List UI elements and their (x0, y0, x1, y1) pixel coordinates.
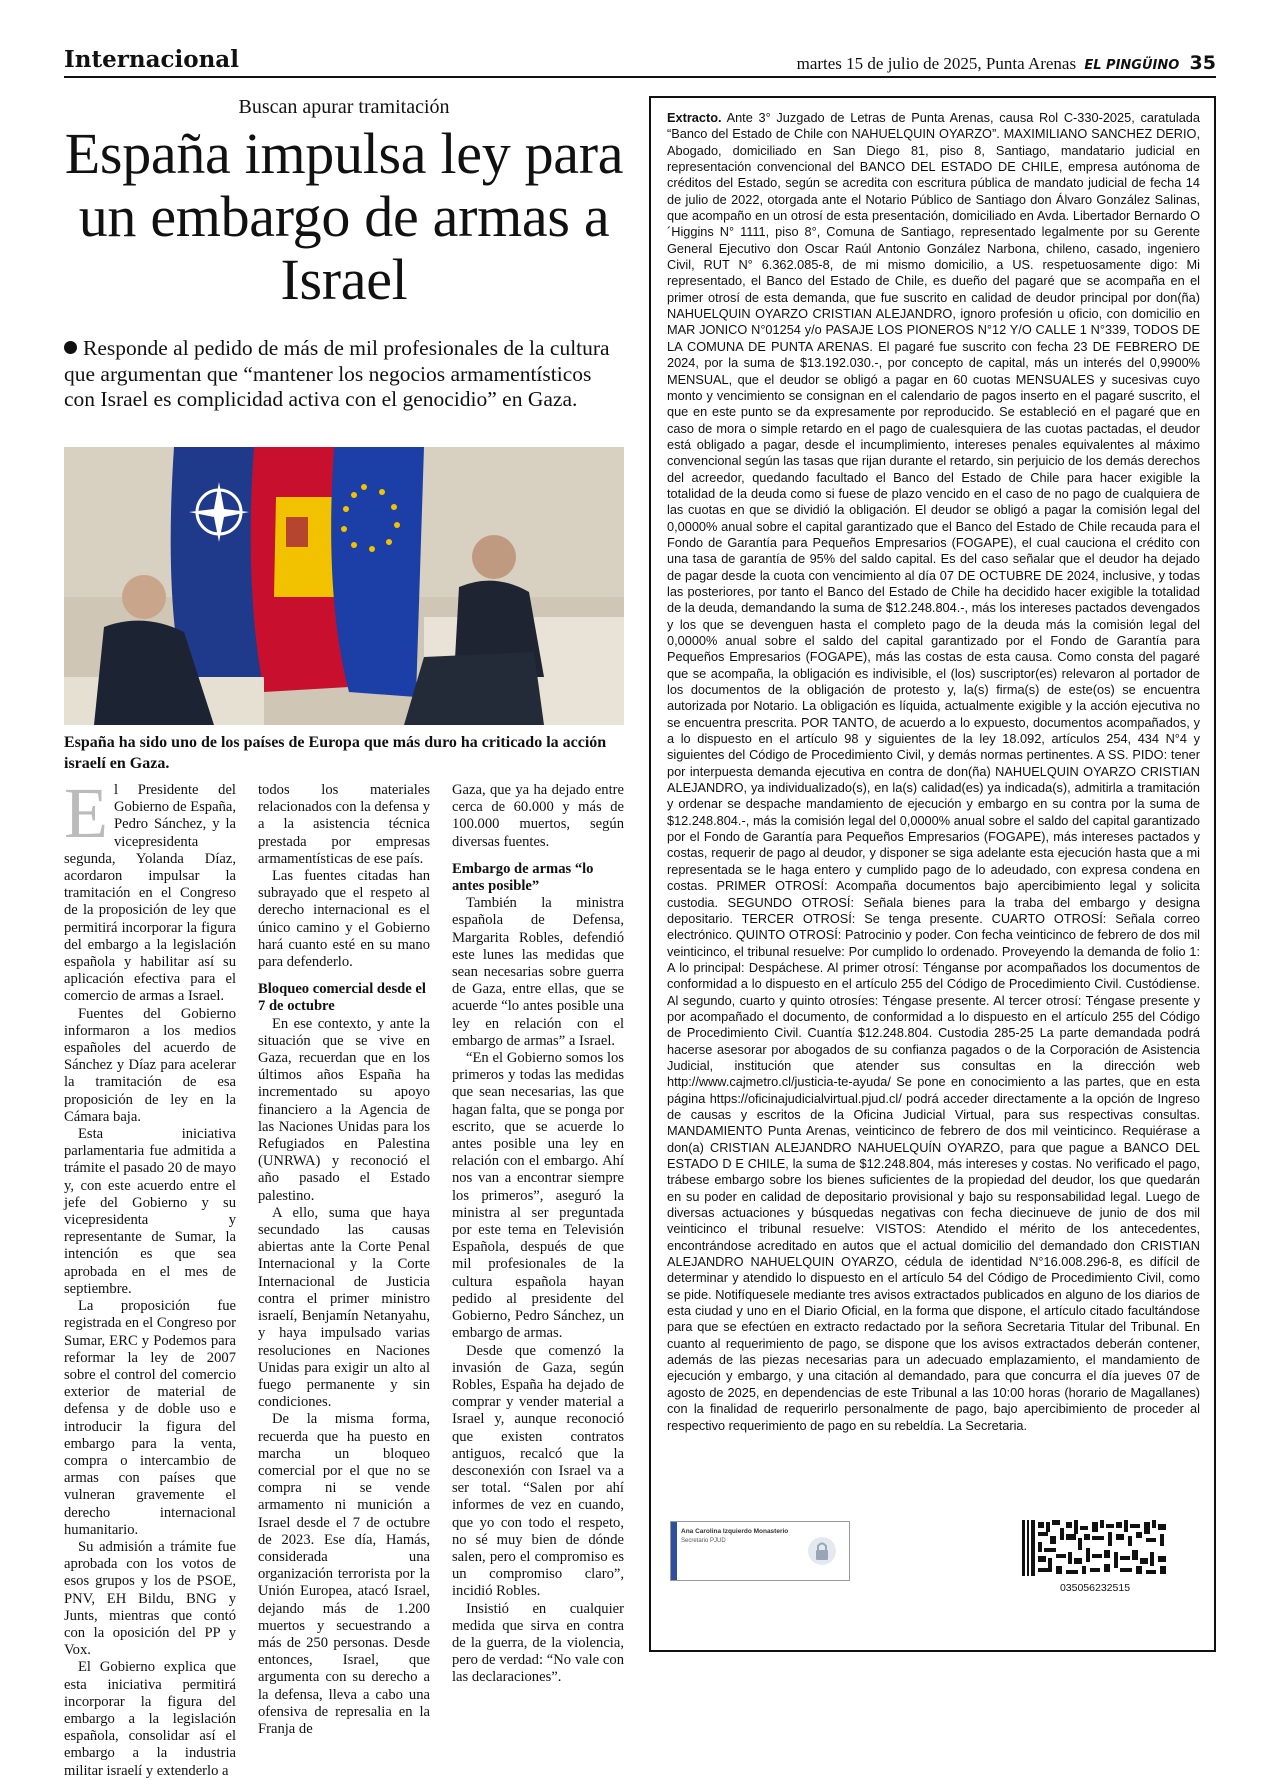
article-headline: España impulsa ley para un embargo de armas a Israel (64, 121, 624, 312)
signature-role: Secretario PJUD (681, 1538, 726, 1544)
paragraph: Insistió en cualquier medida que sirva en contra de la guerra, de la violencia, pero de verdad: “No vale con las declaraciones”. (452, 1600, 624, 1686)
notice-body: Ante 3° Juzgado de Letras de Punta Arenas, causa Rol C-330-2025, caratulada “Banco del Estado de Chile con NAHUELQUIN OYARZO”. MAXIMILIANO SANCHEZ DERIO, Abogado, domiciliado en San Diego 81, piso 8, Santiago, mandatario judicial en representación convencional del BANCO DEL ESTADO DE CHILE, empresa autónoma de créditos del Estado, según se acredita con escritura pública de mandato judicial de fecha 14 de julio de 2022, otorgada ante el Notario Público de Santiago don Álvaro González Salinas, que acompaño en un otrosí de esta presentación, domiciliado en Avda. Libertador Bernardo O´Higgins N° 1111, piso 8°, Comuna de Santiago, representado legalmente por su Gerente General Ejecutivo don Oscar Raúl Antonio González Narbona, chileno, casado, ingeniero Civil, RUT N° 6.362.085-8, de mi mismo domicilio, a US. respetuosamente digo: Mi representado, el Banco del Estado de Chile, es dueño del pagaré que se acompaña en el primer otrosí de esta demanda, que fue suscrito en calidad de deudor principal por don(ña) NAHUELQUIN OYARZO CRISTIAN ALEJANDRO, ignoro profesión u oficio, con domicilio en MAR JONICO N°01254 y/o PASAJE LOS PIONEROS N°12 Y/O CALLE 1 N°339, TODOS DE LA COMUNA DE PUNTA ARENAS. El pagaré fue suscrito con fecha 23 DE FEBRERO DE 2024, por la suma de $13.192.030.-, por concepto de capital, más un interés del 0,9900% MENSUAL, que el deudor se obligó a pagar en 60 cuotas MENSUALES y sucesivas cuyo monto y vencimiento se consignan en el calendario de pagos inserto en el pagaré suscrito, el que en este punto se da expresamente por reproducido. Se estableció en el pagaré que en caso de mora o simple retardo en el pago de cualesquiera de las cuotas pactadas, el deudor está obligado a pagar, desde el incumplimiento, intereses penales equivalentes al máximo convencional según las tasas que rijan durante el retardo, sin perjuicio de los demás derechos del acreedor, quedando facultado el Banco del Estado de Chile para hacer exigible la totalidad de la deuda como si fuese de plazo vencido en el caso de no pago de cualquiera de las cuotas en que se dividió la obligación. El deudor se obligó a pagar la comisión legal del 0,0000% anual sobre el capital garantizado que el Banco del Estado de Chile recauda para el Fondo de Garantía para Pequeños Empresarios (FOGAPE), el cual cauciona el crédito con una tasa de garantía de 95% del saldo capital. Es del caso señalar que el deudor ha dejado de pagar desde la cuota con vencimiento al día 07 DE OCTUBRE DE 2024, inclusive, y todas las posteriores, por tanto el Banco del Estado de Chile ha decidido hacer exigible la totalidad de la deuda, demandando la suma de $12.248.804.-, más los intereses pactados devengados y los que se devenguen hasta el completo pago de la deuda más la comisión legal del 0,0000% anual sobre el saldo del capital garantizado por el Fondo de Garantía para Pequeños Empresarios (FOGAPE), más las costas de esta causa. Como consta del pagaré que se acompaña, la obligación es indivisible, el (los) suscriptor(es) relevaron al portador de los documentos de la obligación de protesto y, la(s) firma(s) de este(os) se encuentra autorizada por Notario. La obligación es líquida, actualmente exigible y la acción ejecutiva no se encuentra prescrita. POR TANTO, de acuerdo a lo expuesto, documentos acompañados, y a lo dispuesto en el artículo 98 y siguientes de la ley 18.092, artículos 254, 434 N°4 y siguientes del Código de Procedimiento Civil, y demás normas pertinentes. A SS. PIDO: tener por interpuesta demanda ejecutiva en contra de don(ña) NAHUELQUIN OYARZO CRISTIAN ALEJANDRO, ya individualizado(s), en la(s) calidad(es) ya indicada(s), admitirla a tramitación y ordenar se despache mandamiento de ejecución y embargo en su contra por la suma de $12.248.804.-, más la comisión legal del 0,0000% anual sobre el saldo del capital garantizado por el Fondo de Garantía para Pequeños Empresarios (FOGAPE), más intereses pactados y costas, requerir de pago al deudor, y disponer se siga adelante esta ejecución hasta que a mi representada se le haga entero y cumplido pago de lo adeudado, con expresa condena en costas. PRIMER OTROSÍ: Acompaña documentos bajo apercibimiento legal y solicita custodia. SEGUNDO OTROSÍ: Señala bienes para la traba del embargo y designa depositario. TERCER OTROSÍ: Se tenga presente. CUARTO OTROSÍ: Señala correo electrónico. QUINTO OTROSÍ: Patrocinio y poder. Con fecha veinticinco de febrero de dos mil veinticinco, el tribunal resuelve: Por cumplido lo ordenado. Proveyendo la demanda de folio 1: A lo principal: Despáchese. Al primer otrosí: Ténganse por acompañados los documentos de conformidad a lo dispuesto en el artículo 255 del Código de Procedimiento Civil. Custódiense. Al segundo, cuarto y quinto otrosíes: Téngase presente. Al tercer otrosí: Téngase presente y por acompañado el documento, de conformidad a lo dispuesto en el artículo 255 del Código de Procedimiento Civil. Cuantía $12.248.804. Custodia 285-25 La parte demandada podrá hacerse asesorar por abogados de su confianza pagados o de la Corporación de Asistencia Judicial, institución que atender sus consultas en la dirección web http://www.cajmetro.cl/justicia-te-ayuda/ Se pone en conocimiento a las partes, que en esta página https://oficinajudicialvirtual.pjud.cl/ podrá acceder directamente a la opción de Ingreso de causas y escritos de la Oficina Judicial Virtual, para sus respectivas consultas. MANDAMIENTO Punta Arenas, veinticinco de febrero de dos mil veinticinco. Requiérase a don(a) CRISTIAN ALEJANDRO NAHUELQUÍN OYARZO, para que pague a BANCO DEL ESTADO D E CHILE, la suma de $12.248.804, más intereses y costas. No verificado el pago, trábese embargo sobre los bienes suficientes de la propiedad del deudor, los que quedarán en su poder en calidad de depositario provisional y bajo su responsabilidad legal. Luego de diversas actuaciones y búsquedas negativas con fecha diecinueve de junio de dos mil veinticinco el tribunal resuelve: VISTOS: Atendido el mérito de los antecedentes, encontrándose acreditado en autos que el actual domicilio del demandado don CRISTIAN ALEJANDRO NAHUELQUIN OYARZO, cédula de identidad N°16.008.296-8, es difícil de determinar y atendido lo dispuesto en el artículo 54 del Código de Procedimiento Civil, como se pide. Notifíquesele mediante tres avisos extractados publicados en alguno de los diarios de esta ciudad y uno en el Diario Oficial, en la forma que dispone, el artículo citado facultándose para que se efectúen en extracto redactado por la señora Secretaria Titular del Tribunal. En cuanto al requerimiento de pago, se dispone que los avisos extractados deberán contener, además de las piezas necesarias para un adecuado emplazamiento, el mandamiento de ejecución y embargo, y una citación al demandado, para que concurra el día jueves 07 de agosto de 2025, en dependencias de este Tribunal a las 10:00 horas (horario de Magallanes) con la finalidad de requerirlo personalmente de pago, bajo apercibimiento de proceder al respectivo requerimiento de pago en su rebeldía. La Secretaria. (667, 110, 1200, 1433)
meeting-photo-illustration (64, 447, 624, 725)
article-photo (64, 447, 624, 725)
article-lead (64, 336, 624, 413)
article-column-3 (452, 782, 624, 1686)
subheading: Bloqueo comercial desde el 7 de octubre (258, 981, 426, 1015)
paragraph: El Gobierno explica que esta iniciativa permitirá incorporar la figura del embargo a la legislación española, consolidar así el embargo a la industria militar israelí y extenderlo a (64, 1659, 236, 1779)
paragraph: Desde que comenzó la invasión de Gaza, según Robles, España ha dejado de comprar y vender material a Israel y, aunque reconoció que existen contratos antiguos, recalcó que la desconexión con Israel va a ser total. “Salen por ahí informes de vez en cuando, que yo con todo el respeto, no sé muy bien de dónde salen, pero el compromiso es un compromiso claro”, incidió Robles. (452, 1342, 624, 1600)
drop-cap: E (64, 773, 108, 853)
code-number: 035056232515 (1059, 1582, 1131, 1594)
paragraph: También la ministra española de Defensa, Margarita Robles, defendió este lunes las medidas que sean necesarias sobre guerra de Gaza, entre ellas, que se acuerde “lo antes posible una ley en relación con el embargo de armas” a Israel. (452, 895, 624, 1049)
lock-icon (807, 1536, 837, 1566)
electronic-signature-stamp (670, 1521, 850, 1581)
section-title: Internacional (64, 46, 239, 73)
verification-code-icon (1020, 1518, 1170, 1578)
paragraph: Su admisión a trámite fue aprobada con los votos de esos grupos y los de PSOE, PNV, EH Bildu, BNG y Junts, mientras que contó con la oposición del PP y Vox. (64, 1538, 236, 1659)
notice-label: Extracto. (667, 110, 722, 125)
paragraph: “En el Gobierno somos los primeros y todas las medidas que sean necesarias, las que hagan falta, que se ponga por escrito, que se acuerde lo antes posible una ley en relación con el embargo. Ahí nos van a encontrar siempre los primeros”, aseguró la ministra al ser preguntada por este tema en Televisión Española, después de que mil profesionales de la cultura española hayan pedido al presidente del Gobierno, Pedro Sánchez, un embargo de armas. (452, 1050, 624, 1342)
subheading: Embargo de armas “lo antes posible” (452, 860, 594, 895)
article-column-1 (64, 773, 236, 1779)
paragraph: Esta iniciativa parlamentaria fue admitida a trámite el pasado 20 de mayo y, con este acuerdo entre el jefe del Gobierno y su vicepresidenta y representante de Sumar, la intención es que sea aprobada en el mes de septiembre. (64, 1126, 236, 1297)
paragraph: l Presidente del Gobierno de España, Pedro Sánchez, y la vicepresidenta segunda, Yolanda Díaz, acordaron impulsar la tramitación en el Congreso de la proposición de ley que permitirá incorporar la figura del embargo a la legislación española y habilitar así su aplicación efectiva para el comercio de armas a Israel. (64, 782, 236, 1005)
paragraph: La proposición fue registrada en el Congreso por Sumar, ERC y Podemos para reformar la ley de 2007 sobre el control del comercio exterior de material de defensa y de doble uso e introducir la figura del embargo para la venta, compra o intercambio de armas con países que vulneran gravemente el derecho internacional humanitario. (64, 1298, 236, 1538)
article-column-2 (258, 782, 430, 1737)
paragraph: todos los materiales relacionados con la defensa y a la asistencia técnica prestada por empresas armamentísticas de ese país. (258, 782, 430, 867)
eu-flag (331, 447, 424, 697)
header-meta (797, 52, 1216, 74)
date-place: martes 15 de julio de 2025, Punta Arenas (796, 54, 1077, 73)
paragraph: Fuentes del Gobierno informaron a los medios españoles del acuerdo de Sánchez y Díaz para acelerar la tramitación de esa proposición de ley en la Cámara baja. (64, 1005, 236, 1125)
signature-name: Ana Carolina Izquierdo Monasterio (681, 1528, 789, 1535)
bullet-icon (64, 341, 77, 354)
lead-text: Responde al pedido de más de mil profesionales de la cultura que argumentan que “mantener los negocios armamentísticos con Israel es complicidad activa con el genocidio” en Gaza. (64, 336, 610, 411)
paragraph: En ese contexto, y ante la situación que se vive en Gaza, recuerdan que en los últimos años España ha incrementado su apoyo financiero a la Agencia de las Naciones Unidas para los Refugiados en Palestina (UNRWA) y reconoció el año pasado el Estado palestino. (258, 1015, 430, 1204)
paragraph: A ello, suma que haya secundado las causas abiertas ante la Corte Penal Internacional y la Corte Internacional de Justicia contra el primer ministro israelí, Benjamín Netanyahu, y haya impulsado varias resoluciones en Naciones Unidas para exigir un alto al fuego permanente y sin condiciones. (258, 1204, 430, 1411)
legal-notice-text (667, 110, 1200, 1500)
page-number: 35 (1189, 52, 1216, 74)
newspaper-brand: EL PINGÜINO (1084, 58, 1180, 73)
page-header (64, 46, 1216, 78)
article-kicker: Buscan apurar tramitación (238, 96, 450, 118)
paragraph: De la misma forma, recuerda que ha puesto en marcha un bloqueo comercial por el que no se compra ni se vende armamento ni munición a Israel desde el 7 de octubre de 2023. Ese día, Hamás, considerada una organización terrorista por la Unión Europea, atacó Israel, dejando más de 1.200 muertos y secuestrando a más de 250 personas. Desde entonces, Israel, que argumenta con su derecho a la defensa, lleva a cabo una ofensiva de represalia en la Franja de (258, 1411, 430, 1737)
paragraph: Gaza, que ya ha dejado entre cerca de 60.000 y más de 100.000 muertos, según diversas fuentes. (452, 782, 624, 850)
paragraph: Las fuentes citadas han subrayado que el respeto al derecho internacional es el único camino y el Gobierno hará cuanto esté en su mano para defenderlo. (258, 868, 430, 971)
photo-caption: España ha sido uno de los países de Europa que más duro ha criticado la acción israelí en Gaza. (64, 734, 607, 772)
